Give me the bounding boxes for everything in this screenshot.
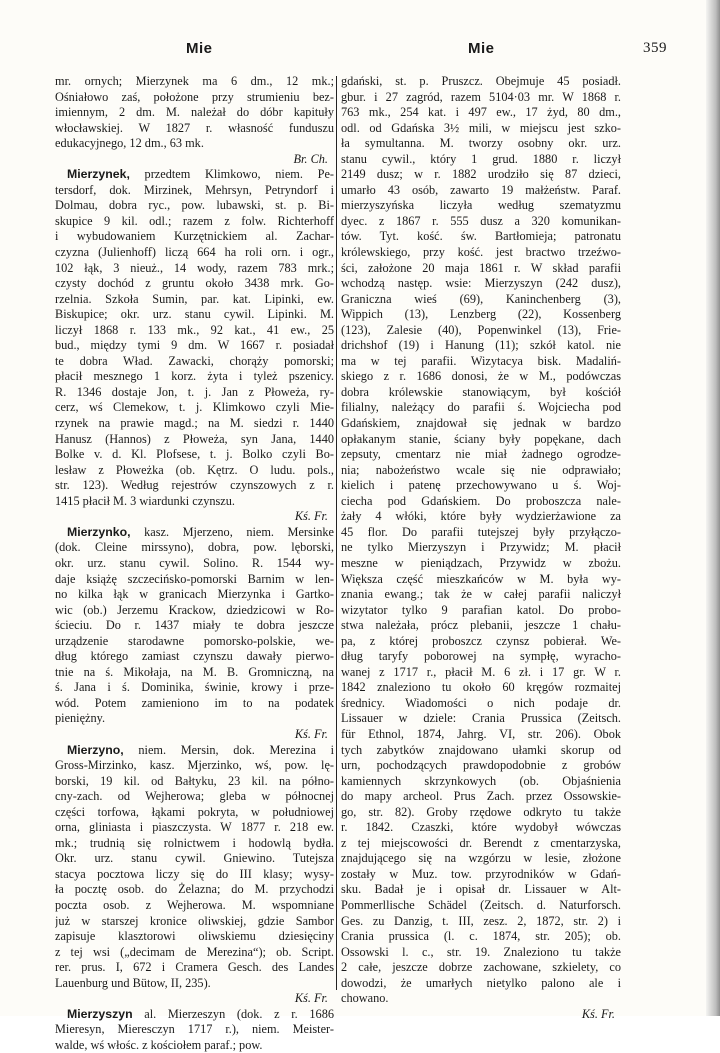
- text-line: Lissauer w dziele: Crania Prussica (Zeitsch.: [341, 711, 621, 726]
- text-line: wanej z 1717 r., płacił M. 6 zł. i 17 gr. W r.: [341, 664, 621, 679]
- text-line: poczta osob. z Wejherowa. M. wspomniane: [55, 897, 334, 912]
- text-line: Mieresyn, Mieresczyn 1717 r.), niem. Meister-: [55, 1022, 334, 1037]
- text-line: meszne w pieniądzach, Przywidz w zbożu.: [341, 555, 621, 570]
- text-line: tów. Tyt. kość. św. Bartłomieja; patronatu: [341, 229, 621, 244]
- entry-signature: Kś. Fr.: [294, 726, 328, 741]
- left-column: [55, 74, 334, 1053]
- text-line: sku. Badał je i opisał dr. Lissauer w Alt-: [341, 882, 621, 897]
- entry-signature: Br. Ch.: [293, 151, 328, 166]
- text-line: cerz, wś Clemekow, t. j. Klimkowo czyli Mie-: [55, 400, 334, 415]
- text-line: ś. Jana i ś. Dominika, świnie, krowy i prze-: [55, 680, 334, 695]
- entry-mierzynek: [55, 167, 334, 509]
- text-line: borski, 19 kil. od Bałtyku, 23 kil. na półno-: [55, 773, 334, 788]
- text-line: tych zabytków znajdowano ułamki skorup od: [341, 742, 621, 757]
- entry-mierzyszyn-continued: [341, 74, 621, 1007]
- entry-signature: Kś. Fr.: [294, 509, 328, 524]
- right-column: [341, 74, 621, 1022]
- running-head-left: Mie: [186, 40, 213, 57]
- text-line: 102 łąk, 3 nieuż., 14 wody, razem 783 mrk.;: [55, 260, 334, 275]
- text-line: Pommerllische Schädel (Zeitsch. d. Naturforsch.: [341, 897, 621, 912]
- text-line: znania ewang.; tak że w całej parafii naliczył: [341, 587, 621, 602]
- text-line: odl. od Gdańska 3½ mili, w miejscu jest szko-: [341, 120, 621, 135]
- text-line: r. 1842. Czaszki, które wydobył wówczas: [341, 820, 621, 835]
- text-line: go, str. 82). Groby rzędowe odkryto tu także: [341, 804, 621, 819]
- text-line: chowano.: [341, 991, 389, 1006]
- text-line: Okr. urz. stanu cywil. Gniewino. Tutejsza: [55, 851, 334, 866]
- text-line: [55, 1007, 334, 1023]
- text-line: walde, wś włośc. z kościołem paraf.; pow.: [55, 1037, 263, 1052]
- text-line: zapisuje klasztorowi oliwskiemu dziesięciny: [55, 929, 334, 944]
- text-line: Gdańskiem, znajdował się jednak w bardzo: [341, 416, 621, 431]
- text-line: mierzyszyńska liczyła według szematyzmu: [341, 198, 621, 213]
- text-line: lesław z Płoweżka (ob. Kętrz. O ludu. pols.,: [55, 462, 334, 477]
- text-line: drichshof (19) i Hanung (11); szkół katol. nie: [341, 338, 621, 353]
- text-line: części torfowa, łąkami pokryta, w południowej: [55, 804, 334, 819]
- text-line: ma w tej parafii. Wizytacya bisk. Madaliń-: [341, 353, 621, 368]
- text-line: wic (ob.) Jerzemu Krackow, dziedzicowi w Ro-: [55, 602, 334, 617]
- text-line: Ges. zu Danzig, t. III, zesz. 2, 1872, str. 2) i: [341, 913, 621, 928]
- text-line: ści, założone 20 maja 1861 r. W skład parafii: [341, 260, 621, 275]
- text-line: rzynek na prawie magd.; na M. siedzi r. 1440: [55, 416, 334, 431]
- text-line: dług taryfy poborowej na sympłę, wyracho-: [341, 649, 621, 664]
- text-line: [55, 743, 334, 759]
- text-line: stwa należała, prócz plebanii, jeszcze 1 chału-: [341, 618, 621, 633]
- text-line: tnie na ś. Mikołaja, na M. B. Gromniczną, na: [55, 664, 334, 679]
- text-line: gdański, st. p. Pruszcz. Obejmuje 45 posiadł.: [341, 74, 621, 88]
- column-divider: [336, 76, 337, 990]
- text-line: pa, z której proboszcz czynsz pobierał. We-: [341, 633, 621, 648]
- text-line: wód. Potem zamieniono im to na podatek: [55, 695, 334, 710]
- text-line: für Ethnol, 1874, Jahrg. VI, str. 206). Obok: [341, 726, 621, 741]
- text-line: mk.; trudnią się rolnictwem i hodowlą bydła.: [55, 835, 334, 850]
- entry-headword: Mierzyszyn: [67, 1006, 133, 1021]
- text-line: R. 1346 dostaje Jon, t. j. Jan z Płoweża, ry-: [55, 384, 334, 399]
- text-line: ciecha pod Gdańskiem. Do proboszcza nale-: [341, 493, 621, 508]
- text-line: orna, gliniasta i piaszczysta. W 1877 r. 218 ew.: [55, 820, 334, 835]
- text-line: 1415 płacił M. 3 wiardunki czynszu.: [55, 493, 235, 508]
- text-line: no kilka łąk w granicach Mierzynka i Gartko-: [55, 587, 334, 602]
- text-line: nia; nabożeństwo wcale się nie odprawiało;: [341, 462, 621, 477]
- text-line: [55, 167, 334, 183]
- text-line: cny-zach. od Wejherowa; gleba w północnej: [55, 789, 334, 804]
- running-head-right: Mie: [468, 40, 495, 57]
- entry-continuation: [55, 74, 334, 152]
- page-edge-shadow: [706, 0, 720, 1016]
- text-line: [55, 525, 334, 541]
- text-line: Wippich (13), Lenzberg (22), Kossenberg: [341, 307, 621, 322]
- text-line: pieniężny.: [55, 711, 106, 726]
- text-line: skiego z r. 1686 donosi, że w M., podówczas: [341, 369, 621, 384]
- text-line: dowodzi, że umarłych nietylko palono ale i: [341, 975, 621, 990]
- text-line: Bolke v. d. Kl. Plofsese, t. j. Bolko czyli Bo-: [55, 447, 334, 462]
- text-line: umarło 43 osób, zawarto 19 małżeństw. Paraf.: [341, 182, 621, 197]
- text-line: Dolmau, dobra ryc., pow. lubawski, st. p. Bi-: [55, 198, 334, 213]
- text-line: okr. urz. stanu cywil. Solino. R. 1544 wy-: [55, 555, 334, 570]
- text-line: 1842 znaleziono tu około 60 kręgów rozmaitej: [341, 680, 621, 695]
- text-line: wizytator tylko 9 parafian katol. Do probo-: [341, 602, 621, 617]
- entry-mierzyszyn: [55, 1007, 334, 1053]
- text-line: (123), Zalesie (40), Popenwinkel (13), Frie-: [341, 322, 621, 337]
- text-line: Większa część mieszkańców w M. była wy-: [341, 571, 621, 586]
- entry-mierzyno: [55, 743, 334, 992]
- text-line: bud., między tymi 9 dm. W 1667 r. posiadał: [55, 338, 334, 353]
- text-line: dług którego zamiast czynszu dawały pierwo-: [55, 649, 334, 664]
- text-line: kamiennych skrzynkowych (ob. Objaśnienia: [341, 773, 621, 788]
- text-line: dobra królewskie stanowiącym, był kościół: [341, 384, 621, 399]
- text-line: daje książę szczecińsko-pomorski Barnim w len-: [55, 571, 334, 586]
- text-line: (dok. Cleine mirssyno), dobra, pow. lęborski,: [55, 540, 334, 555]
- text-line: z tej wsi („decimam de Merezina“); ob. Script.: [55, 944, 334, 959]
- text-line: znajdującego się na wzgórzu w lesie, złożone: [341, 851, 621, 866]
- text-line: stacya pocztowa liczy się do III klasy; wysy-: [55, 866, 334, 881]
- text-line: kielich i patenę przechowywano u ś. Woj-: [341, 478, 621, 493]
- text-line: ła symultanna. M. tworzy osobny okr. urz.: [341, 136, 621, 151]
- text-line: opłakanym stanie, ściany były popękane, dach: [341, 431, 621, 446]
- text-line: 763 mk., 254 kat. i 497 ew., 17 żyd, 80 dm.,: [341, 105, 621, 120]
- text-line: i wybudowaniem Kurzętnickiem al. Zachar-: [55, 229, 334, 244]
- page-number: 359: [643, 40, 667, 56]
- text-line: Biskupice; okr. urz. stanu cywil. Lipinki. M.: [55, 307, 334, 322]
- text-run: kasz. Mjerzeno, niem. Mersinke: [130, 524, 334, 539]
- text-line: czysty dochód z gruntu około 3438 mrk. Go-: [55, 276, 334, 291]
- text-line: średnicy. Wiadomości o nich podaje dr.: [341, 695, 621, 710]
- text-line: skupice 9 kil. odl.; razem z folw. Richterhoff: [55, 213, 334, 228]
- text-line: zepsuty, cmentarz nie miał żadnego ogrodze-: [341, 447, 621, 462]
- text-line: mr. ornych; Mierzynek ma 6 dm., 12 mk.;: [55, 74, 334, 88]
- text-line: liczył 1868 r. 133 mk., 92 kat., 41 ew., 25: [55, 322, 334, 337]
- text-line: zostały w Muz. tow. przyrodników w Gdań-: [341, 866, 621, 881]
- text-line: te dobra Wład. Zawacki, chorąży pomorski;: [55, 353, 334, 368]
- text-line: Graniczna wieś (69), Kaninchenberg (3),: [341, 291, 621, 306]
- text-run: przedtem Klimkowo, niem. Pe-: [129, 167, 334, 182]
- text-line: Gross-Mirzinko, kasz. Mjerzinko, wś, pow. lę-: [55, 758, 334, 773]
- text-line: stanu cywil., który 1 grud. 1880 r. liczył: [341, 151, 621, 166]
- text-run: niem. Mersin, dok. Merezina i: [123, 742, 334, 757]
- text-line: 45 flor. Do parafii tutejszej były przyłączo-: [341, 524, 621, 539]
- text-line: ła pocztę osob. do Żelazna; do M. przychodzi: [55, 882, 334, 897]
- entry-signature: Kś. Fr.: [581, 1006, 615, 1021]
- text-line: dyec. z 1867 r. 555 dusz a 320 komunikan-: [341, 213, 621, 228]
- text-line: rzelnia. Szkoła Sumin, par. kat. Lipinki, ew.: [55, 291, 334, 306]
- text-line: ne tylko Mierzyszyn i Przywidz; M. płacił: [341, 540, 621, 555]
- entry-mierzynko: [55, 525, 334, 727]
- text-line: str. 123). Według rejestrów czynszowych z r.: [55, 478, 334, 493]
- text-line: żały 4 włóki, które były wydzierżawione za: [341, 509, 621, 524]
- text-line: tersdorf, dok. Mirzinek, Mehrsyn, Petryndorf i: [55, 182, 334, 197]
- text-line: wchodzą następ. wsie: Mierzyszyn (242 dusz),: [341, 276, 621, 291]
- text-line: filialny, należący do parafii ś. Wojciecha pod: [341, 400, 621, 415]
- text-line: edukacyjnego, 12 dm., 63 mk.: [55, 136, 204, 151]
- text-line: Hanusz (Hannos) z Płoweża, syn Jana, 1440: [55, 431, 334, 446]
- entry-headword: Mierzynko,: [67, 524, 131, 539]
- text-line: ścieciu. Do r. 1437 miały te dobra jeszcze: [55, 618, 334, 633]
- text-line: włocławskiej. W 1827 r. własność funduszu: [55, 120, 334, 135]
- text-line: gbur. i 27 zagród, razem 5104·03 mr. W 1868 r.: [341, 89, 621, 104]
- text-line: Ośniałowo zaś, położone przy strumieniu bez-: [55, 89, 334, 104]
- text-line: królewskiego, przy kość. jest bractwo trzeźwo-: [341, 245, 621, 260]
- entry-headword: Mierzynek,: [67, 167, 130, 182]
- text-line: Lauenburg und Bütow, II, 235).: [55, 975, 211, 990]
- text-line: imiennym, 2 dm. M. należał do dóbr kapituły: [55, 105, 334, 120]
- text-run: al. Mierzeszyn (dok. z r. 1686: [132, 1006, 334, 1021]
- entry-headword: Mierzyno,: [67, 742, 124, 757]
- text-line: 2 całe, jeszcze dobrze zachowane, szkielety, co: [341, 960, 621, 975]
- text-line: urządzenie starodawne pomorsko-polskie, we-: [55, 633, 334, 648]
- text-line: czyzna (Julienhoff) liczą 664 ha roli orn. i ogr.,: [55, 245, 334, 260]
- text-line: urn, pochodzących prawdopodobnie z grobów: [341, 758, 621, 773]
- text-line: do mapy archeol. Prus Zach. przez Ossowskie-: [341, 789, 621, 804]
- text-line: z tej miejscowości dr. Berendt z cmentarzyska,: [341, 835, 621, 850]
- text-line: Crania prussica (l. c. 1874, str. 205); ob.: [341, 929, 621, 944]
- text-line: Ossowski l. c., str. 19. Znaleziono tu także: [341, 944, 621, 959]
- text-line: 2149 dusz; w r. 1882 urodziło się 87 dzieci,: [341, 167, 621, 182]
- text-line: rer. prus. I, 672 i Cramera Gesch. des Landes: [55, 960, 334, 975]
- text-line: już w starszej kronice oliwskiej, gdzie Sambor: [55, 913, 334, 928]
- text-line: płacił mesznego 1 korz. żyta i tyleż pszenicy.: [55, 369, 334, 384]
- entry-signature: Kś. Fr.: [294, 991, 328, 1006]
